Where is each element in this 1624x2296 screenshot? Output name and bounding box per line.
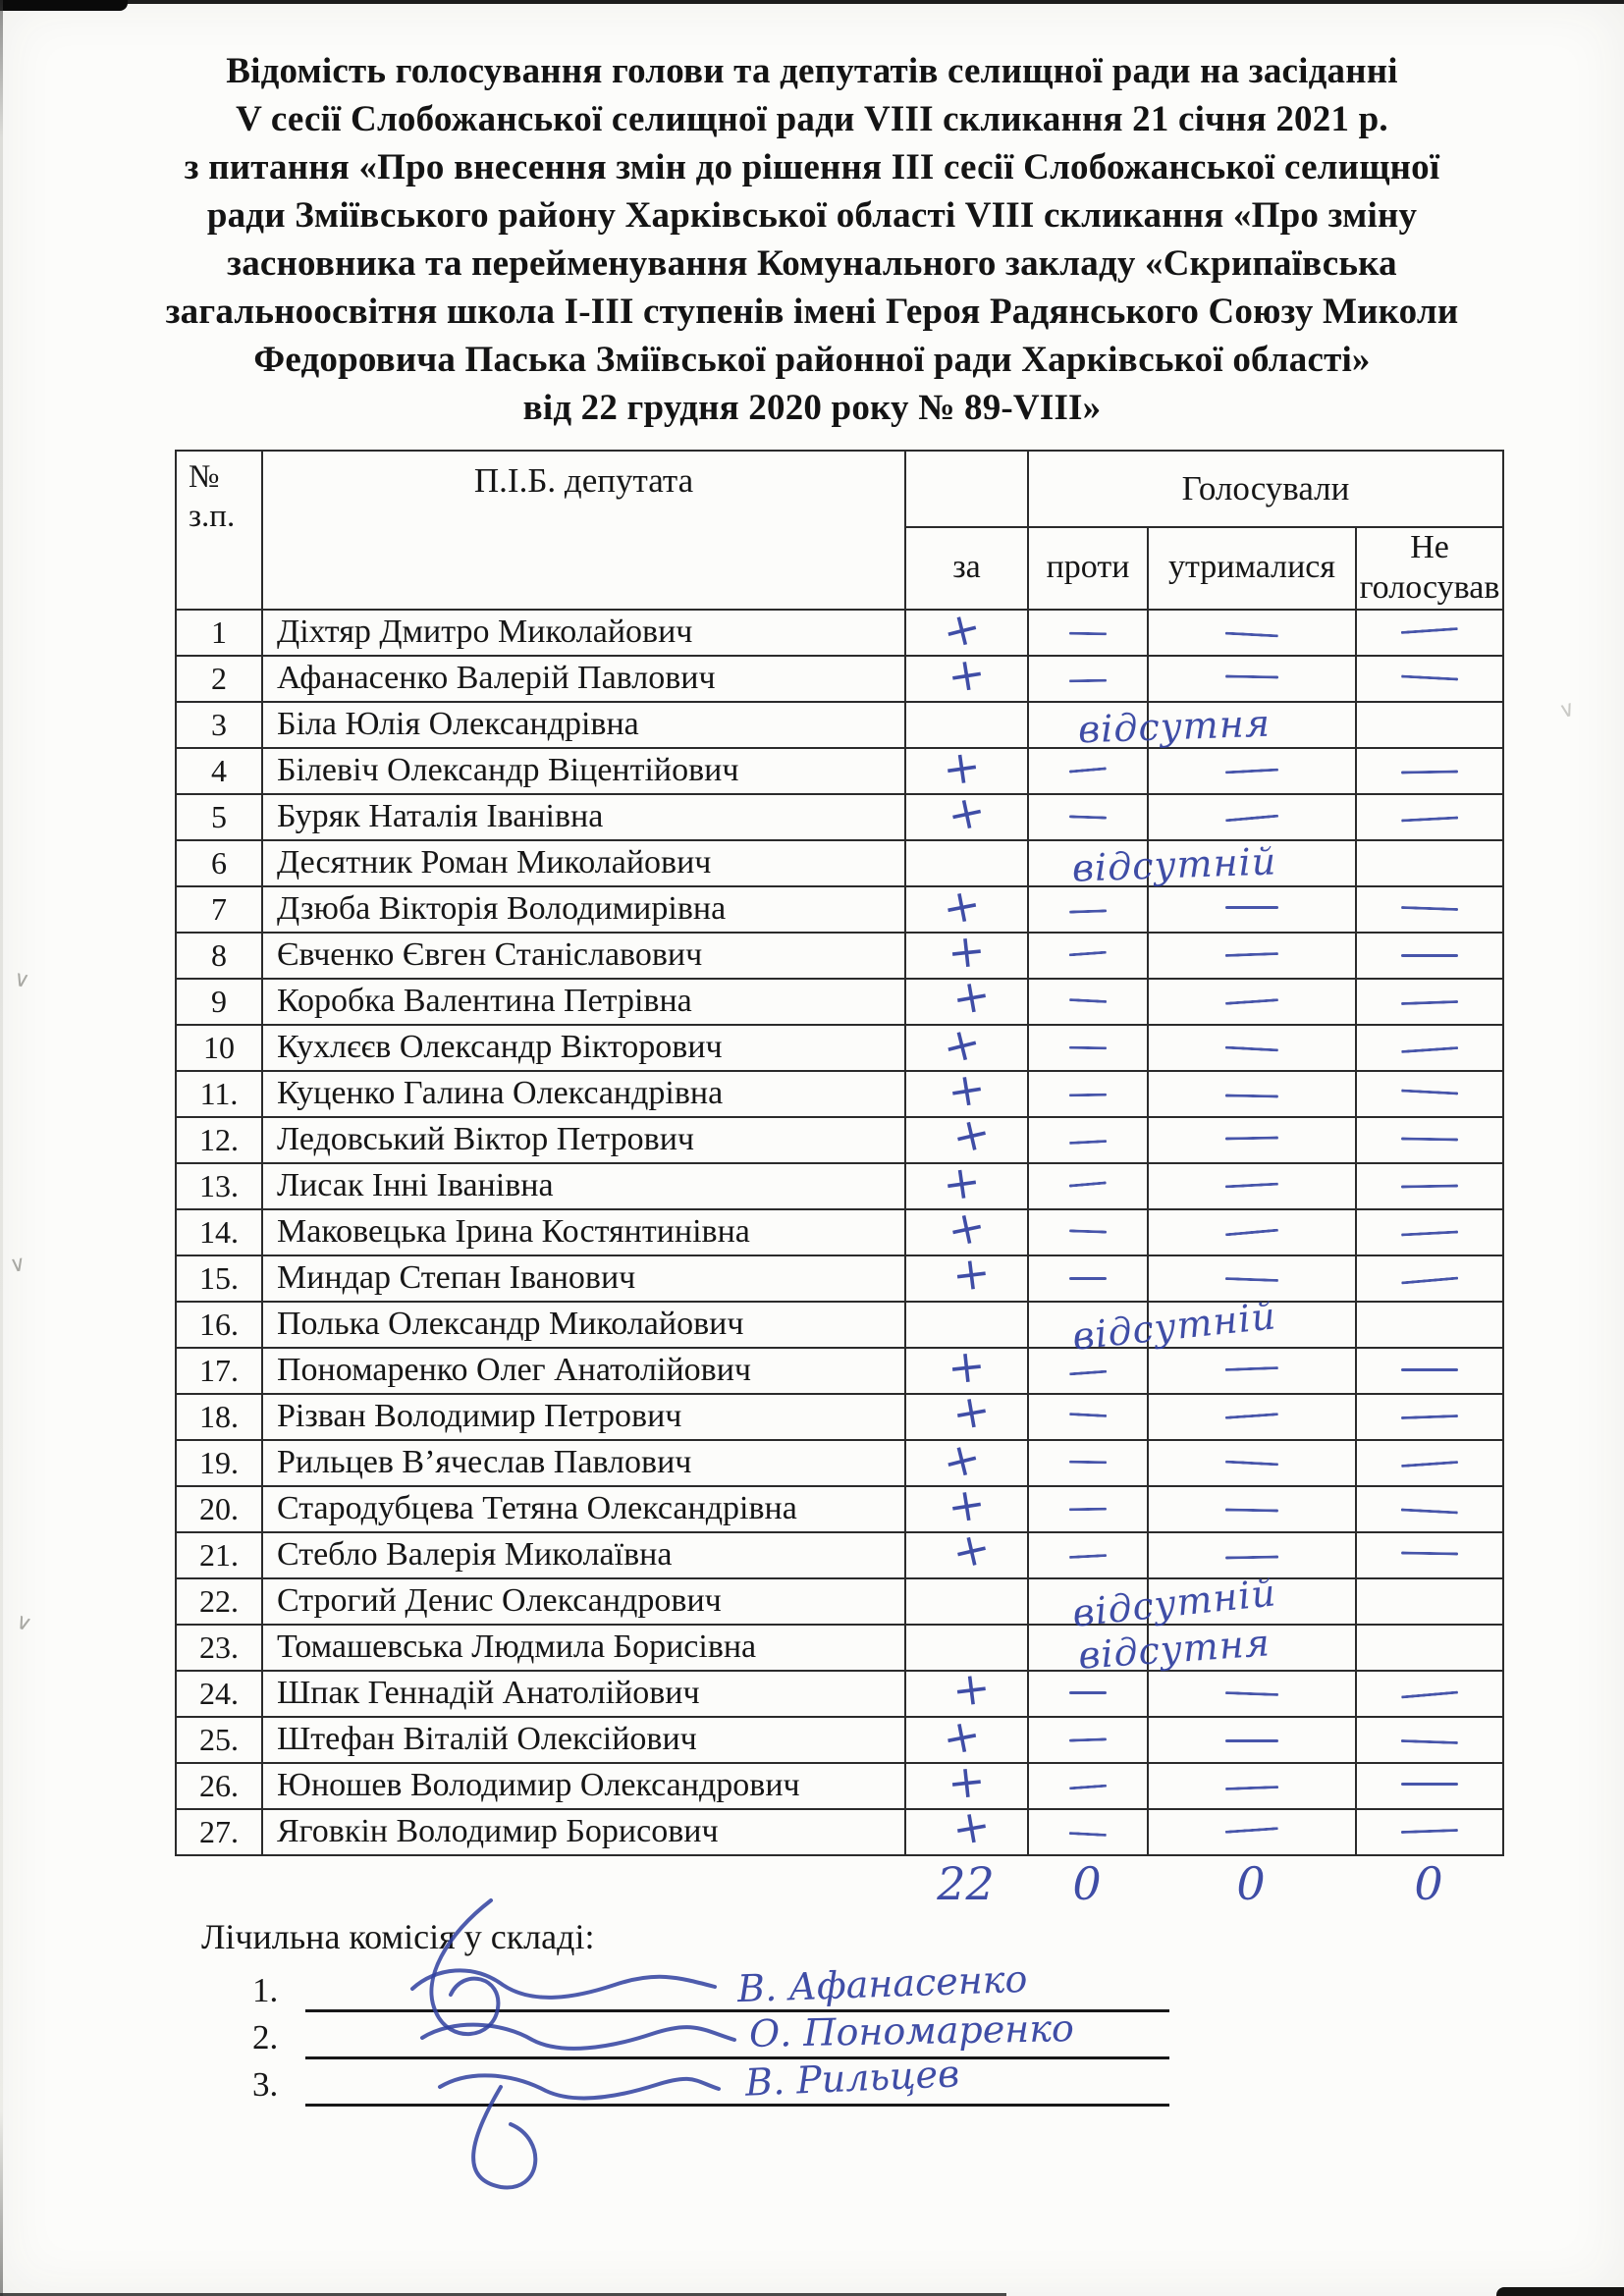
handwritten-plus-mark: + (943, 782, 991, 843)
vote-cell-abstained (1148, 1071, 1356, 1117)
member-number: 1. (252, 1971, 279, 2009)
vote-cell-za (905, 1796, 1028, 1856)
vote-cell-abstained (1148, 1163, 1356, 1209)
handwritten-dash-mark (1401, 1368, 1458, 1371)
handwritten-plus-mark: + (937, 1428, 987, 1490)
vote-cell-against (1028, 656, 1148, 702)
deputy-number: 18. (176, 1394, 262, 1440)
vote-cell-za (905, 1519, 1028, 1580)
deputy-name: Дзюба Вікторія Володимирівна (262, 886, 905, 933)
deputy-row (176, 886, 1503, 933)
vote-cell-not-voted (1356, 979, 1503, 1025)
handwritten-plus-mark: + (945, 1337, 989, 1395)
handwritten-dash-mark (1069, 951, 1107, 957)
handwritten-plus-mark: + (947, 966, 996, 1026)
deputy-number: 11. (176, 1071, 262, 1117)
handwritten-dash-mark (1401, 906, 1458, 911)
handwritten-plus-mark: + (944, 1059, 990, 1119)
title-line: Відомість голосування голови та депутатів селищної ради на засіданні (226, 51, 1398, 91)
total-not-voted: 0 (1414, 1857, 1443, 1910)
vote-cell-not-voted (1356, 1763, 1503, 1809)
deputy-number: 20. (176, 1486, 262, 1532)
deputy-number: 10 (176, 1025, 262, 1071)
deputy-number: 13. (176, 1163, 262, 1209)
handwritten-plus-mark: + (939, 1152, 985, 1211)
deputy-number: 27. (176, 1809, 262, 1855)
handwritten-dash-mark (1225, 1277, 1278, 1282)
scan-artifact-bottom-right (1496, 2287, 1624, 2296)
handwritten-dash-mark (1225, 1691, 1278, 1696)
title-line: ради Зміївського району Харківської області VIII скликання «Про зміну (206, 195, 1418, 236)
handwritten-dash-mark (1225, 1508, 1278, 1512)
col-header-name: П.І.Б. депутата (262, 451, 905, 610)
deputy-row (176, 1117, 1503, 1163)
deputy-name: Десятник Роман Миколайович (262, 840, 905, 886)
vote-cell-not-voted (1356, 886, 1503, 933)
total-abstained: 0 (1236, 1857, 1266, 1910)
handwritten-plus-mark: + (939, 737, 985, 796)
handwritten-dash-mark (1401, 1739, 1458, 1744)
handwritten-dash-mark (1069, 632, 1107, 636)
handwritten-dash-mark (1069, 679, 1107, 683)
handwritten-dash-mark (1069, 815, 1107, 819)
handwritten-plus-mark: + (943, 1198, 991, 1258)
deputy-row (176, 1394, 1503, 1440)
handwritten-dash-mark (1401, 1415, 1458, 1419)
vote-cell-abstained (1148, 933, 1356, 979)
vote-cell-abstained (1148, 1809, 1356, 1855)
deputy-number: 16. (176, 1302, 262, 1348)
deputy-row (176, 1486, 1503, 1532)
vote-cell-against (1028, 1717, 1148, 1763)
vote-cell-against (1028, 1025, 1148, 1071)
deputy-name: Євченко Євген Станіславович (262, 933, 905, 979)
deputy-number: 24. (176, 1671, 262, 1717)
handwritten-plus-mark: + (949, 1244, 994, 1303)
deputy-row (176, 933, 1503, 979)
handwritten-dash-mark (1225, 1366, 1278, 1371)
member-number: 3. (252, 2065, 279, 2104)
handwritten-dash-mark (1225, 815, 1278, 823)
vote-cell-against (1028, 701, 1272, 751)
deputy-name: Полька Олександр Миколайович (262, 1302, 905, 1348)
deputy-number: 14. (176, 1209, 262, 1255)
handwritten-dash-mark (1225, 674, 1278, 678)
handwritten-dash-mark (1225, 1461, 1278, 1467)
deputy-name: Різван Володимир Петрович (262, 1394, 905, 1440)
title-line: з питання «Про внесення змін до рішення ІІІ сесії Слобожанської селищної (184, 147, 1440, 187)
handwritten-dash-mark (1069, 1094, 1107, 1097)
vote-cell-against (1028, 1394, 1148, 1440)
deputy-name: Стебло Валерія Миколаївна (262, 1532, 905, 1578)
deputy-name: Куценко Галина Олександрівна (262, 1071, 905, 1117)
handwritten-dash-mark (1069, 1554, 1107, 1559)
scan-speck: ∨ (11, 965, 32, 993)
handwritten-dash-mark (1069, 1413, 1107, 1417)
deputy-name: Лисак Інні Іванівна (262, 1163, 905, 1209)
vote-cell-not-voted (1356, 1625, 1503, 1671)
handwritten-plus-mark: + (944, 1474, 990, 1534)
deputy-row (176, 794, 1503, 840)
deputy-name: Буряк Наталія Іванівна (262, 794, 905, 840)
vote-cell-not-voted (1356, 1578, 1503, 1625)
col-header-voted-group: Голосували (1028, 451, 1503, 527)
vote-cell-not-voted (1356, 840, 1503, 886)
deputy-number: 1 (176, 610, 262, 656)
deputy-number: 2 (176, 656, 262, 702)
vote-cell-not-voted (1356, 933, 1503, 979)
vote-cell-against (1028, 1809, 1148, 1855)
vote-cell-abstained (1148, 1717, 1356, 1763)
handwritten-dash-mark (1225, 1739, 1278, 1742)
handwritten-absent-note: відсутня (1076, 1620, 1272, 1678)
vote-cell-abstained (1148, 1348, 1356, 1394)
handwritten-dash-mark (1069, 1785, 1107, 1790)
handwritten-dash-mark (1401, 1829, 1458, 1834)
vote-cell-abstained (1148, 979, 1356, 1025)
handwritten-dash-mark (1069, 1370, 1107, 1376)
vote-cell-against (1028, 1117, 1148, 1163)
col-header-abstained: утрималися (1148, 527, 1356, 610)
handwritten-dash-mark (1069, 767, 1107, 773)
vote-cell-not-voted (1356, 748, 1503, 794)
handwritten-signature-name: В. Афанасенко (736, 1956, 1029, 2011)
deputy-number: 19. (176, 1440, 262, 1486)
handwritten-dash-mark (1225, 1413, 1278, 1419)
member-number: 2. (252, 2018, 279, 2056)
vote-cell-not-voted (1356, 1671, 1503, 1717)
handwritten-plus-mark: + (945, 922, 989, 980)
handwritten-dash-mark (1401, 1508, 1458, 1514)
vote-cell-not-voted (1356, 1163, 1503, 1209)
handwritten-dash-mark (1401, 627, 1458, 634)
deputy-number: 22. (176, 1578, 262, 1625)
deputy-name: Білевіч Олександр Віцентійович (262, 748, 905, 794)
vote-cell-not-voted (1356, 1348, 1503, 1394)
vote-cell-not-voted (1356, 1486, 1503, 1532)
deputy-row (176, 1717, 1503, 1763)
deputy-row (176, 610, 1503, 656)
title-line: засновника та перейменування Комунального закладу «Скрипаївська (227, 243, 1397, 284)
deputy-name: Біла Юлія Олександрівна (262, 702, 905, 748)
handwritten-absent-note: відсутній (1070, 1570, 1278, 1635)
handwritten-plus-mark: + (947, 1103, 997, 1165)
deputy-row (176, 1209, 1503, 1255)
deputy-row (176, 1809, 1503, 1855)
deputy-number: 12. (176, 1117, 262, 1163)
vote-cell-abstained (1148, 1440, 1356, 1486)
deputy-name: Коробка Валентина Петрівна (262, 979, 905, 1025)
deputy-row (176, 1302, 1503, 1348)
vote-cell-za (905, 782, 1028, 843)
col-header-against: проти (1028, 527, 1148, 610)
deputy-name: Рильцев В’ячеслав Павлович (262, 1440, 905, 1486)
deputy-name: Строгий Денис Олександрович (262, 1578, 905, 1625)
deputy-row (176, 1625, 1503, 1671)
handwritten-dash-mark (1401, 1551, 1458, 1555)
vote-cell-against (1028, 1071, 1148, 1117)
handwritten-dash-mark (1069, 1508, 1107, 1512)
handwritten-dash-mark (1225, 1786, 1278, 1790)
col-header-za-spacer (905, 451, 1028, 527)
handwritten-plus-mark: + (937, 598, 987, 660)
deputy-number: 7 (176, 886, 262, 933)
vote-cell-not-voted (1356, 1532, 1503, 1578)
handwritten-dash-mark (1225, 1827, 1278, 1834)
handwritten-absent-note: відсутня (1077, 701, 1272, 751)
vote-cell-not-voted (1356, 610, 1503, 656)
handwritten-dash-mark (1069, 909, 1107, 913)
handwritten-dash-mark (1401, 1089, 1458, 1095)
deputy-name: Томашевська Людмила Борисівна (262, 1625, 905, 1671)
vote-cell-against (1028, 1255, 1148, 1302)
handwritten-signature-name: О. Пономаренко (748, 2006, 1075, 2056)
deputy-row (176, 1071, 1503, 1117)
vote-cell-not-voted (1356, 1117, 1503, 1163)
vote-cell-abstained (1148, 1394, 1356, 1440)
deputy-name: Штефан Віталій Олексійович (262, 1717, 905, 1763)
vote-cell-not-voted (1356, 1809, 1503, 1855)
title-line: Федоровича Паська Зміївської районної ради Харківської області» (253, 340, 1371, 380)
deputy-number: 25. (176, 1717, 262, 1763)
deputy-row (176, 840, 1503, 886)
handwritten-dash-mark (1225, 1136, 1278, 1140)
vote-cell-not-voted (1356, 702, 1503, 748)
voting-table (175, 450, 1504, 1856)
col-header-za: за (905, 527, 1028, 610)
vote-cell-against (1028, 610, 1148, 656)
scan-speck: ∨ (12, 1608, 36, 1637)
vote-cell-not-voted (1356, 1302, 1503, 1348)
handwritten-dash-mark (1069, 1737, 1107, 1741)
handwritten-dash-mark (1225, 998, 1278, 1005)
deputy-row (176, 1025, 1503, 1071)
vote-cell-against (1028, 886, 1148, 933)
handwritten-totals-row (904, 1857, 1502, 1910)
deputy-row (176, 1348, 1503, 1394)
vote-cell-abstained (1148, 1209, 1356, 1255)
handwritten-dash-mark (1225, 769, 1278, 774)
vote-cell-not-voted (1356, 794, 1503, 840)
num-header-line2: з.п. (189, 499, 236, 534)
deputy-name: Діхтяр Дмитро Миколайович (262, 610, 905, 656)
vote-cell-abstained (1148, 1025, 1356, 1071)
handwritten-dash-mark (1401, 954, 1458, 957)
deputy-name: Ледовський Віктор Петрович (262, 1117, 905, 1163)
deputy-number: 23. (176, 1625, 262, 1671)
handwritten-dash-mark (1225, 906, 1278, 909)
handwritten-dash-mark (1069, 1046, 1107, 1050)
handwritten-dash-mark (1225, 632, 1278, 638)
deputy-name: Яговкін Володимир Борисович (262, 1809, 905, 1855)
handwritten-absent-note: відсутній (1070, 1293, 1278, 1359)
title-line: від 22 грудня 2020 року № 89-VIII» (522, 388, 1102, 428)
deputy-name: Стародубцева Тетяна Олександрівна (262, 1486, 905, 1532)
handwritten-plus-mark: + (944, 644, 990, 704)
vote-cell-abstained (1148, 1763, 1356, 1809)
vote-cell-against (1028, 1532, 1148, 1578)
vote-cell-abstained (1148, 1671, 1356, 1717)
deputy-row (176, 1763, 1503, 1809)
vote-cell-against (1028, 1209, 1148, 1255)
handwritten-dash-mark (1401, 1230, 1458, 1236)
handwritten-dash-mark (1225, 1094, 1278, 1097)
handwritten-dash-mark (1069, 1832, 1107, 1837)
vote-cell-not-voted (1356, 656, 1503, 702)
vote-cell-za (905, 644, 1028, 704)
handwritten-dash-mark (1401, 816, 1458, 822)
handwritten-dash-mark (1069, 1140, 1107, 1145)
vote-cell-against (1028, 1763, 1148, 1809)
handwritten-dash-mark (1069, 1461, 1107, 1465)
handwritten-plus-mark: + (945, 1752, 989, 1810)
vote-cell-abstained (1148, 794, 1356, 840)
vote-cell-not-voted (1356, 1440, 1503, 1486)
deputy-name: Кухлєєв Олександр Вікторович (262, 1025, 905, 1071)
handwritten-plus-mark: + (937, 1013, 987, 1075)
deputy-number: 15. (176, 1255, 262, 1302)
deputy-number: 5 (176, 794, 262, 840)
deputy-number: 17. (176, 1348, 262, 1394)
deputy-row (176, 748, 1503, 794)
vote-cell-against (1028, 933, 1148, 979)
handwritten-dash-mark (1069, 1229, 1107, 1233)
vote-cell-against (1028, 1486, 1148, 1532)
handwritten-plus-mark: + (938, 1706, 986, 1766)
vote-cell-not-voted (1356, 1209, 1503, 1255)
deputy-name: Юношев Володимир Олександрович (262, 1763, 905, 1809)
deputy-row (176, 979, 1503, 1025)
vote-cell-abstained (1148, 748, 1356, 794)
vote-cell-against (1028, 748, 1148, 794)
handwritten-dash-mark (1401, 1783, 1458, 1786)
deputy-row (176, 1671, 1503, 1717)
vote-cell-against (1028, 1440, 1148, 1486)
handwritten-absent-note: відсутній (1071, 838, 1277, 890)
commission-label: Лічильна комісія у складі: (201, 1917, 595, 1956)
deputy-name: Пономаренко Олег Анатолійович (262, 1348, 905, 1394)
handwritten-dash-mark (1225, 1555, 1278, 1559)
handwritten-signature-flourish (353, 1893, 864, 2207)
table-header-row-1 (176, 451, 1503, 527)
vote-cell-against (1028, 1293, 1278, 1359)
deputy-number: 21. (176, 1532, 262, 1578)
deputy-name: Афанасенко Валерій Павлович (262, 656, 905, 702)
deputy-row (176, 1163, 1503, 1209)
handwritten-dash-mark (1069, 1181, 1107, 1187)
vote-cell-not-voted (1356, 1717, 1503, 1763)
vote-cell-against (1028, 794, 1148, 840)
scan-speck: ∨ (1555, 695, 1578, 723)
vote-cell-abstained (1148, 886, 1356, 933)
handwritten-dash-mark (1069, 1691, 1107, 1694)
col-header-not-voted (1356, 527, 1503, 610)
num-header-line1: № (189, 459, 220, 495)
col-header-num (176, 451, 262, 610)
deputy-number: 9 (176, 979, 262, 1025)
total-za: 22 (937, 1857, 995, 1910)
title-line: загальноосвітня школа І-ІІІ ступенів імені Героя Радянського Союзу Миколи (165, 292, 1459, 332)
handwritten-dash-mark (1401, 1000, 1458, 1005)
deputy-name: Миндар Степан Іванович (262, 1255, 905, 1302)
scan-artifact-top-left (0, 0, 128, 11)
scan-artifact-top-edge (0, 0, 1624, 4)
vote-cell-against (1028, 838, 1277, 890)
title-line: V сесії Слобожанської селищної ради VIII скликання 21 січня 2021 р. (236, 99, 1388, 139)
handwritten-dash-mark (1069, 998, 1107, 1003)
handwritten-plus-mark: + (938, 876, 986, 935)
total-against: 0 (1072, 1857, 1102, 1910)
handwritten-dash-mark (1401, 1461, 1458, 1468)
handwritten-plus-mark: + (947, 1381, 996, 1441)
deputy-row (176, 702, 1503, 748)
handwritten-dash-mark (1225, 1229, 1278, 1237)
vote-cell-abstained (1148, 610, 1356, 656)
handwritten-dash-mark (1401, 674, 1458, 680)
handwritten-dash-mark (1069, 1277, 1107, 1280)
deputy-number: 6 (176, 840, 262, 886)
vote-cell-against (1028, 1570, 1278, 1635)
handwritten-plus-mark: + (947, 1519, 997, 1580)
handwritten-dash-mark (1401, 1276, 1458, 1284)
vote-cell-not-voted (1356, 1255, 1503, 1302)
deputy-number: 8 (176, 933, 262, 979)
handwritten-dash-mark (1401, 1046, 1458, 1053)
vote-cell-against (1028, 979, 1148, 1025)
handwritten-plus-mark: + (949, 1659, 994, 1718)
handwritten-signature-name: В. Рильцев (744, 2052, 960, 2105)
deputy-row (176, 656, 1503, 702)
vote-cell-not-voted (1356, 1394, 1503, 1440)
handwritten-dash-mark (1225, 952, 1278, 957)
ne-header-line1: Не (1410, 529, 1449, 565)
vote-cell-against (1028, 1163, 1148, 1209)
handwritten-dash-mark (1225, 1183, 1278, 1189)
vote-cell-za (905, 1244, 1028, 1303)
vote-cell-not-voted (1356, 1071, 1503, 1117)
vote-cell-abstained (1148, 656, 1356, 702)
handwritten-plus-mark: + (947, 1796, 996, 1856)
deputy-row (176, 1578, 1503, 1625)
handwritten-dash-mark (1401, 1137, 1458, 1141)
deputy-row (176, 1440, 1503, 1486)
ne-header-line2: голосував (1359, 568, 1500, 606)
deputy-number: 3 (176, 702, 262, 748)
handwritten-dash-mark (1401, 1690, 1458, 1698)
scan-speck: ∨ (8, 1251, 27, 1278)
handwritten-dash-mark (1401, 770, 1458, 774)
deputy-name: Шпак Геннадій Анатолійович (262, 1671, 905, 1717)
deputy-name: Маковецька Ірина Костянтинівна (262, 1209, 905, 1255)
handwritten-dash-mark (1225, 1046, 1278, 1052)
vote-cell-abstained (1148, 1117, 1356, 1163)
document-title (0, 47, 1624, 432)
handwritten-dash-mark (1401, 1184, 1458, 1188)
deputy-number: 4 (176, 748, 262, 794)
vote-cell-not-voted (1356, 1025, 1503, 1071)
deputy-number: 26. (176, 1763, 262, 1809)
vote-cell-abstained (1148, 1486, 1356, 1532)
